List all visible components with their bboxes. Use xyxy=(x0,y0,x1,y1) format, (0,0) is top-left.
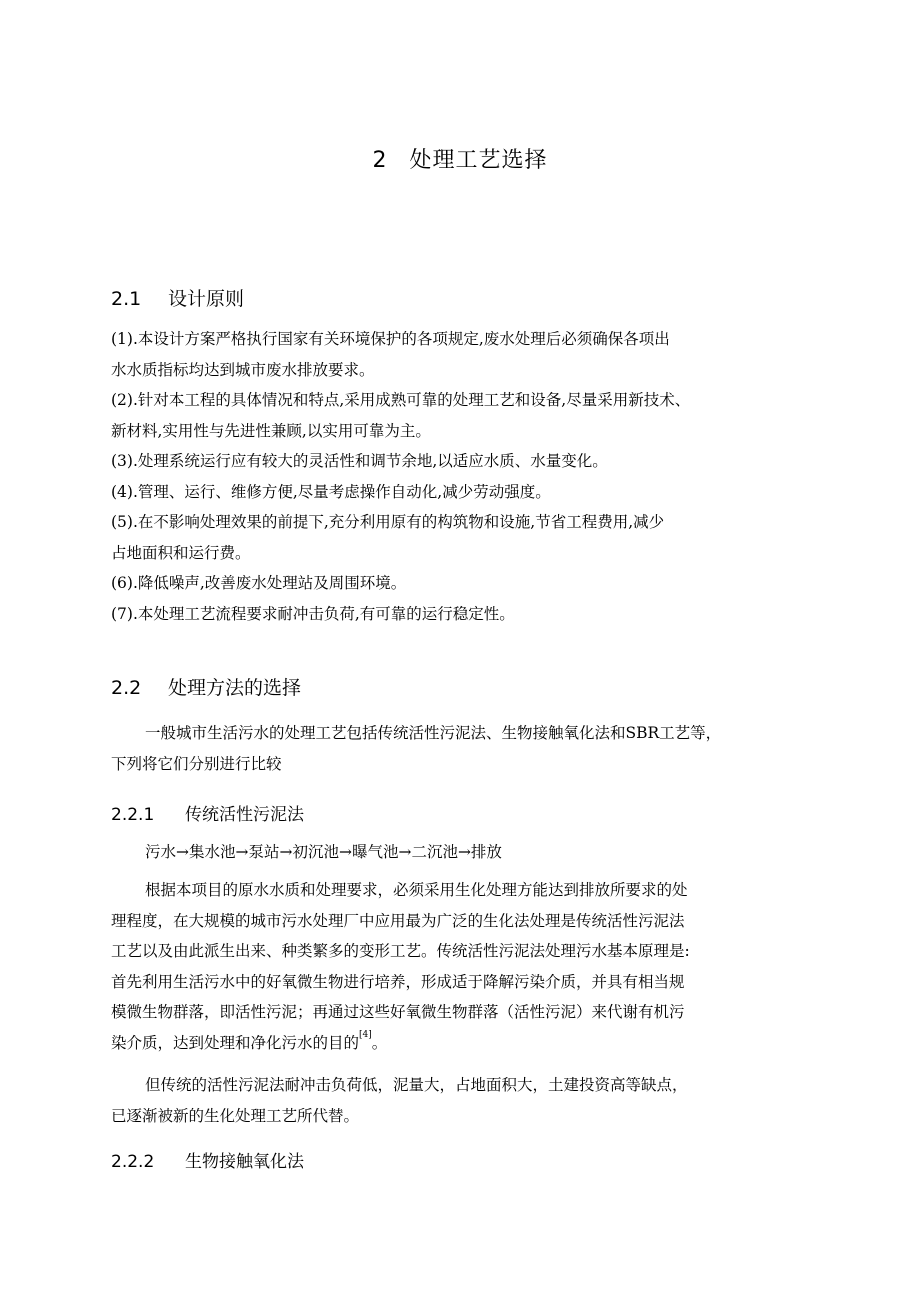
principle-5-line-2: 占地面积和运行费。 xyxy=(111,543,251,562)
para1-line-3: 工艺以及由此派生出来、种类繁多的变形工艺。传统活性污泥法处理污水基本原理是: xyxy=(111,942,690,960)
principle-4: (4).管理、运行、维修方便,尽量考虑操作自动化,减少劳动强度。 xyxy=(111,482,551,501)
para1-end: 。 xyxy=(371,1033,388,1052)
subsection-number: 2.2.1 xyxy=(111,805,155,825)
intro-line-2: 下列将它们分别进行比较 xyxy=(111,754,282,773)
section-title: 处理方法的选择 xyxy=(168,677,302,699)
design-principles-list xyxy=(111,324,823,629)
subsection-title: 传统活性污泥法 xyxy=(185,805,304,825)
para1-line-4: 首先利用生活污水中的好氧微生物进行培养，形成适于降解污染介质，并具有相当规 xyxy=(111,972,685,991)
principle-2-line-2: 新材料,实用性与先进性兼顾,以实用可靠为主。 xyxy=(111,421,431,440)
activated-sludge-paragraph-2 xyxy=(111,1070,823,1131)
para1-line-2: 理程度，在大规模的城市污水处理厂中应用最为广泛的生化法处理是传统活性污泥法 xyxy=(111,911,685,930)
chapter-title-text: 处理工艺选择 xyxy=(409,148,548,173)
para1-line-5: 模微生物群落，即活性污泥；再通过这些好氧微生物群落（活性污泥）来代谢有机污 xyxy=(111,1003,685,1021)
citation-4: [4] xyxy=(359,1029,372,1040)
para1-line-6-text: 染介质，达到处理和净化污水的目的 xyxy=(111,1033,360,1052)
chapter-title xyxy=(0,143,920,174)
principle-7: (7).本处理工艺流程要求耐冲击负荷,有可靠的运行稳定性。 xyxy=(111,604,515,623)
section-title: 设计原则 xyxy=(168,288,245,310)
principle-3: (3).处理系统运行应有较大的灵活性和调节余地,以适应水质、水量变化。 xyxy=(111,452,608,470)
section-2-2-1-heading xyxy=(111,800,920,825)
section-number: 2.2 xyxy=(111,677,142,699)
principle-1-line-2: 水水质指标均达到城市废水排放要求。 xyxy=(111,360,375,379)
para1-line-6 xyxy=(111,1028,823,1059)
principle-1-line-1: (1).本设计方案严格执行国家有关环境保护的各项规定,废水处理后必须确保各项出 xyxy=(111,330,670,348)
para2-line-2: 已逐渐被新的生化处理工艺所代替。 xyxy=(111,1106,360,1125)
section-2-1-heading xyxy=(111,284,920,311)
process-flow xyxy=(111,837,823,868)
process-flow-text: 污水→集水池→泵站→初沉池→曝气池→二沉池→排放 xyxy=(145,843,502,861)
para2-line-1: 但传统的活性污泥法耐冲击负荷低，泥量大，占地面积大，土建投资高等缺点， xyxy=(145,1076,688,1094)
principle-5-line-1: (5).在不影响处理效果的前提下,充分利用原有的构筑物和设施,节省工程费用,减少 xyxy=(111,513,665,531)
section-2-2-intro xyxy=(111,718,823,779)
principle-2-line-1: (2).针对本工程的具体情况和特点,采用成熟可靠的处理工艺和设备,尽量采用新技术、 xyxy=(111,391,691,409)
subsection-number: 2.2.2 xyxy=(111,1152,155,1172)
section-number: 2.1 xyxy=(111,288,142,310)
chapter-number: 2 xyxy=(372,148,388,173)
section-2-2-heading xyxy=(111,673,920,700)
principle-6: (6).降低噪声,改善废水处理站及周围环境。 xyxy=(111,574,407,592)
section-2-2-2-heading xyxy=(111,1147,920,1172)
intro-line-1: 一般城市生活污水的处理工艺包括传统活性污泥法、生物接触氧化法和SBR工艺等， xyxy=(145,724,722,742)
para1-line-1: 根据本项目的原水水质和处理要求，必须采用生化处理方能达到排放所要求的处 xyxy=(145,881,688,899)
subsection-title: 生物接触氧化法 xyxy=(185,1152,304,1172)
activated-sludge-paragraph-1 xyxy=(111,875,823,1058)
